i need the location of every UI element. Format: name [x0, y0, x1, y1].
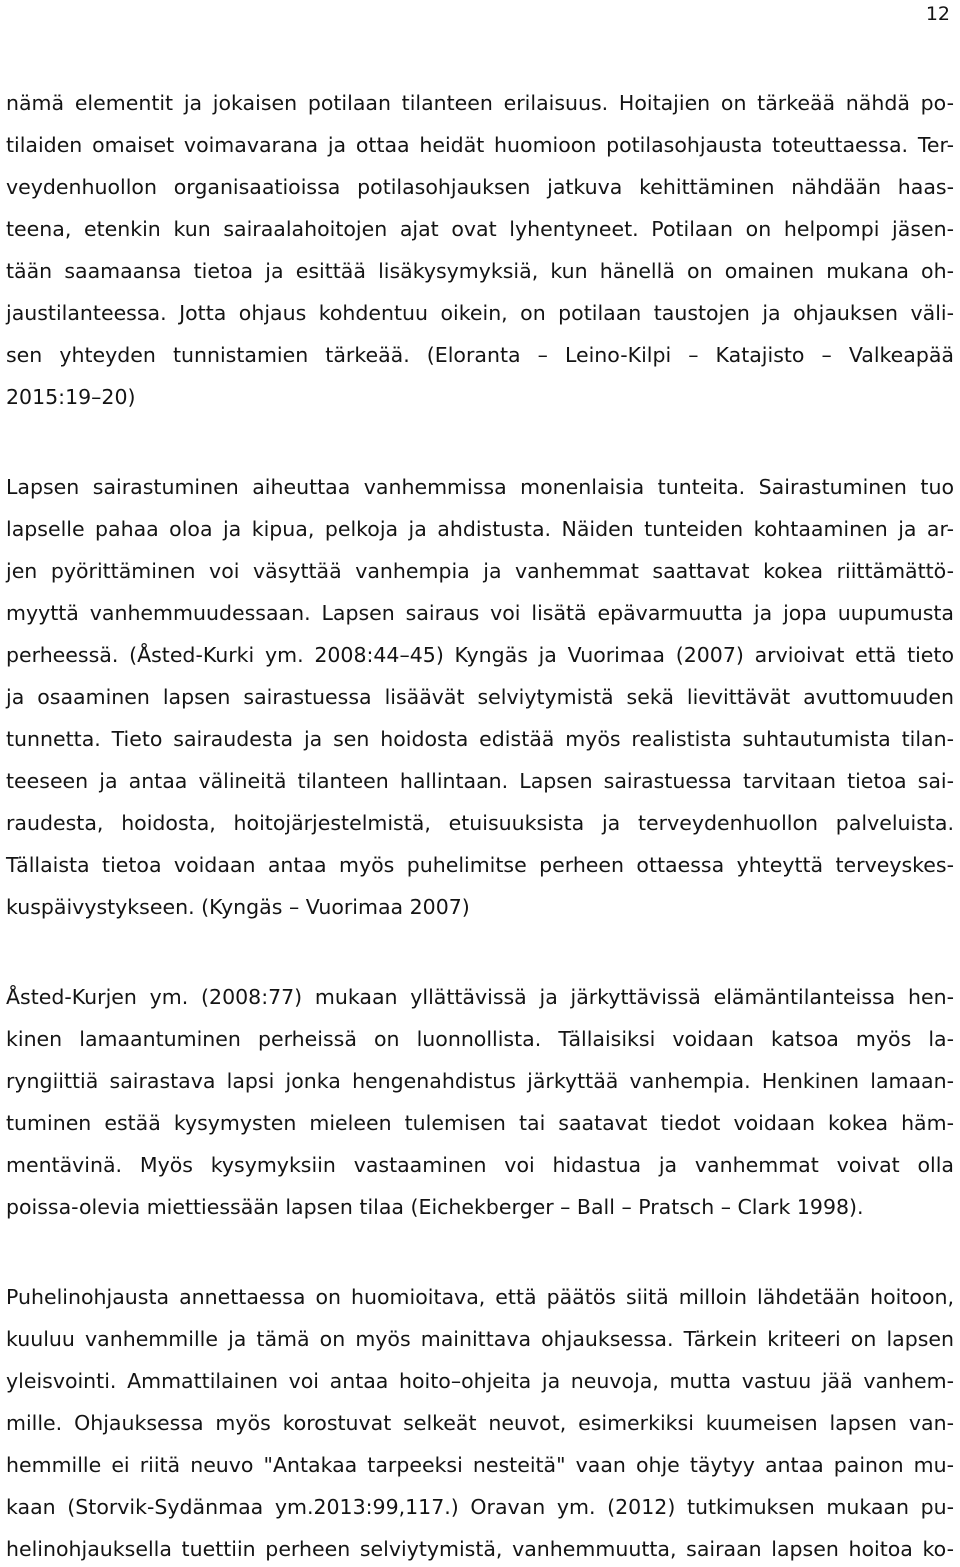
text-line: hemmille ei riitä neuvo "Antakaa tarpeeksi nesteitä" vaan ohje täytyy antaa painon mu-	[6, 1453, 954, 1477]
text-line: raudesta, hoidosta, hoitojärjestelmistä, etuisuuksista ja terveydenhuollon palveluista.	[6, 811, 954, 835]
text-line: helinohjauksella tuettiin perheen selviytymistä, vanhemmuutta, sairaan lapsen hoitoa ko-	[6, 1537, 954, 1561]
text-line: kuuluu vanhemmille ja tämä on myös mainittava ohjauksessa. Tärkein kriteeri on lapsen	[6, 1327, 954, 1351]
text-line: tään saamaansa tietoa ja esittää lisäkysymyksiä, kun hänellä on omainen mukana oh-	[6, 259, 954, 283]
text-line: ryngiittiä sairastava lapsi jonka hengenahdistus järkyttää vanhempia. Henkinen lamaan-	[6, 1069, 954, 1093]
text-line: Puhelinohjausta annettaessa on huomioitava, että päätös siitä milloin lähdetään hoitoon,	[6, 1285, 954, 1309]
text-line: tunnetta. Tieto sairaudesta ja sen hoidosta edistää myös realistista suhtautumista tilan-	[6, 727, 954, 751]
text-line: yleisvointi. Ammattilainen voi antaa hoito–ohjeita ja neuvoja, mutta vastuu jää vanhem-	[6, 1369, 954, 1393]
text-line: kinen lamaantuminen perheissä on luonnollista. Tällaisiksi voidaan katsoa myös la-	[6, 1027, 954, 1051]
text-line: kaan (Storvik-Sydänmaa ym.2013:99,117.) Oravan ym. (2012) tutkimuksen mukaan pu-	[6, 1495, 954, 1519]
text-line: Åsted-Kurjen ym. (2008:77) mukaan yllättävissä ja järkyttävissä elämäntilanteissa hen-	[6, 985, 954, 1009]
text-line: 2015:19–20)	[6, 385, 136, 409]
text-line: poissa-olevia miettiessään lapsen tilaa (Eichekberger – Ball – Pratsch – Clark 1998).	[6, 1195, 864, 1219]
text-line: Tällaista tietoa voidaan antaa myös puhelimitse perheen ottaessa yhteyttä terveyskes-	[6, 853, 954, 877]
text-line: veydenhuollon organisaatioissa potilasohjauksen jatkuva kehittäminen nähdään haas-	[6, 175, 954, 199]
text-line: kuspäivystykseen. (Kyngäs – Vuorimaa 2007)	[6, 895, 470, 919]
text-line: tilaiden omaiset voimavarana ja ottaa heidät huomioon potilasohjausta toteuttaessa. Ter-	[6, 133, 954, 157]
page-number: 12	[925, 3, 950, 25]
text-line: myyttä vanhemmuudessaan. Lapsen sairaus voi lisätä epävarmuutta ja jopa uupumusta	[6, 601, 954, 625]
text-line: Lapsen sairastuminen aiheuttaa vanhemmissa monenlaisia tunteita. Sairastuminen tuo	[6, 475, 954, 499]
text-line: jen pyörittäminen voi väsyttää vanhempia ja vanhemmat saattavat kokea riittämättö-	[6, 559, 954, 583]
text-line: sen yhteyden tunnistamien tärkeää. (Eloranta – Leino-Kilpi – Katajisto – Valkeapää	[6, 343, 954, 367]
text-line: nämä elementit ja jokaisen potilaan tilanteen erilaisuus. Hoitajien on tärkeää nähdä po-	[6, 91, 954, 115]
text-line: ja osaaminen lapsen sairastuessa lisäävät selviytymistä sekä lievittävät avuttomuuden	[6, 685, 954, 709]
text-line: jaustilanteessa. Jotta ohjaus kohdentuu oikein, on potilaan taustojen ja ohjauksen väli-	[6, 301, 954, 325]
text-line: perheessä. (Åsted-Kurki ym. 2008:44–45) Kyngäs ja Vuorimaa (2007) arvioivat että tieto	[6, 643, 954, 667]
text-line: lapselle pahaa oloa ja kipua, pelkoja ja ahdistusta. Näiden tunteiden kohtaaminen ja ar-	[6, 517, 954, 541]
text-line: mentävinä. Myös kysymyksiin vastaaminen voi hidastua ja vanhemmat voivat olla	[6, 1153, 954, 1177]
text-line: teeseen ja antaa välineitä tilanteen hallintaan. Lapsen sairastuessa tarvitaan tietoa sai-	[6, 769, 954, 793]
text-line: mille. Ohjauksessa myös korostuvat selkeät neuvot, esimerkiksi kuumeisen lapsen van-	[6, 1411, 954, 1435]
text-line: tuminen estää kysymysten mieleen tulemisen tai saatavat tiedot voidaan kokea häm-	[6, 1111, 954, 1135]
text-line: teena, etenkin kun sairaalahoitojen ajat ovat lyhentyneet. Potilaan on helpompi jäsen-	[6, 217, 954, 241]
